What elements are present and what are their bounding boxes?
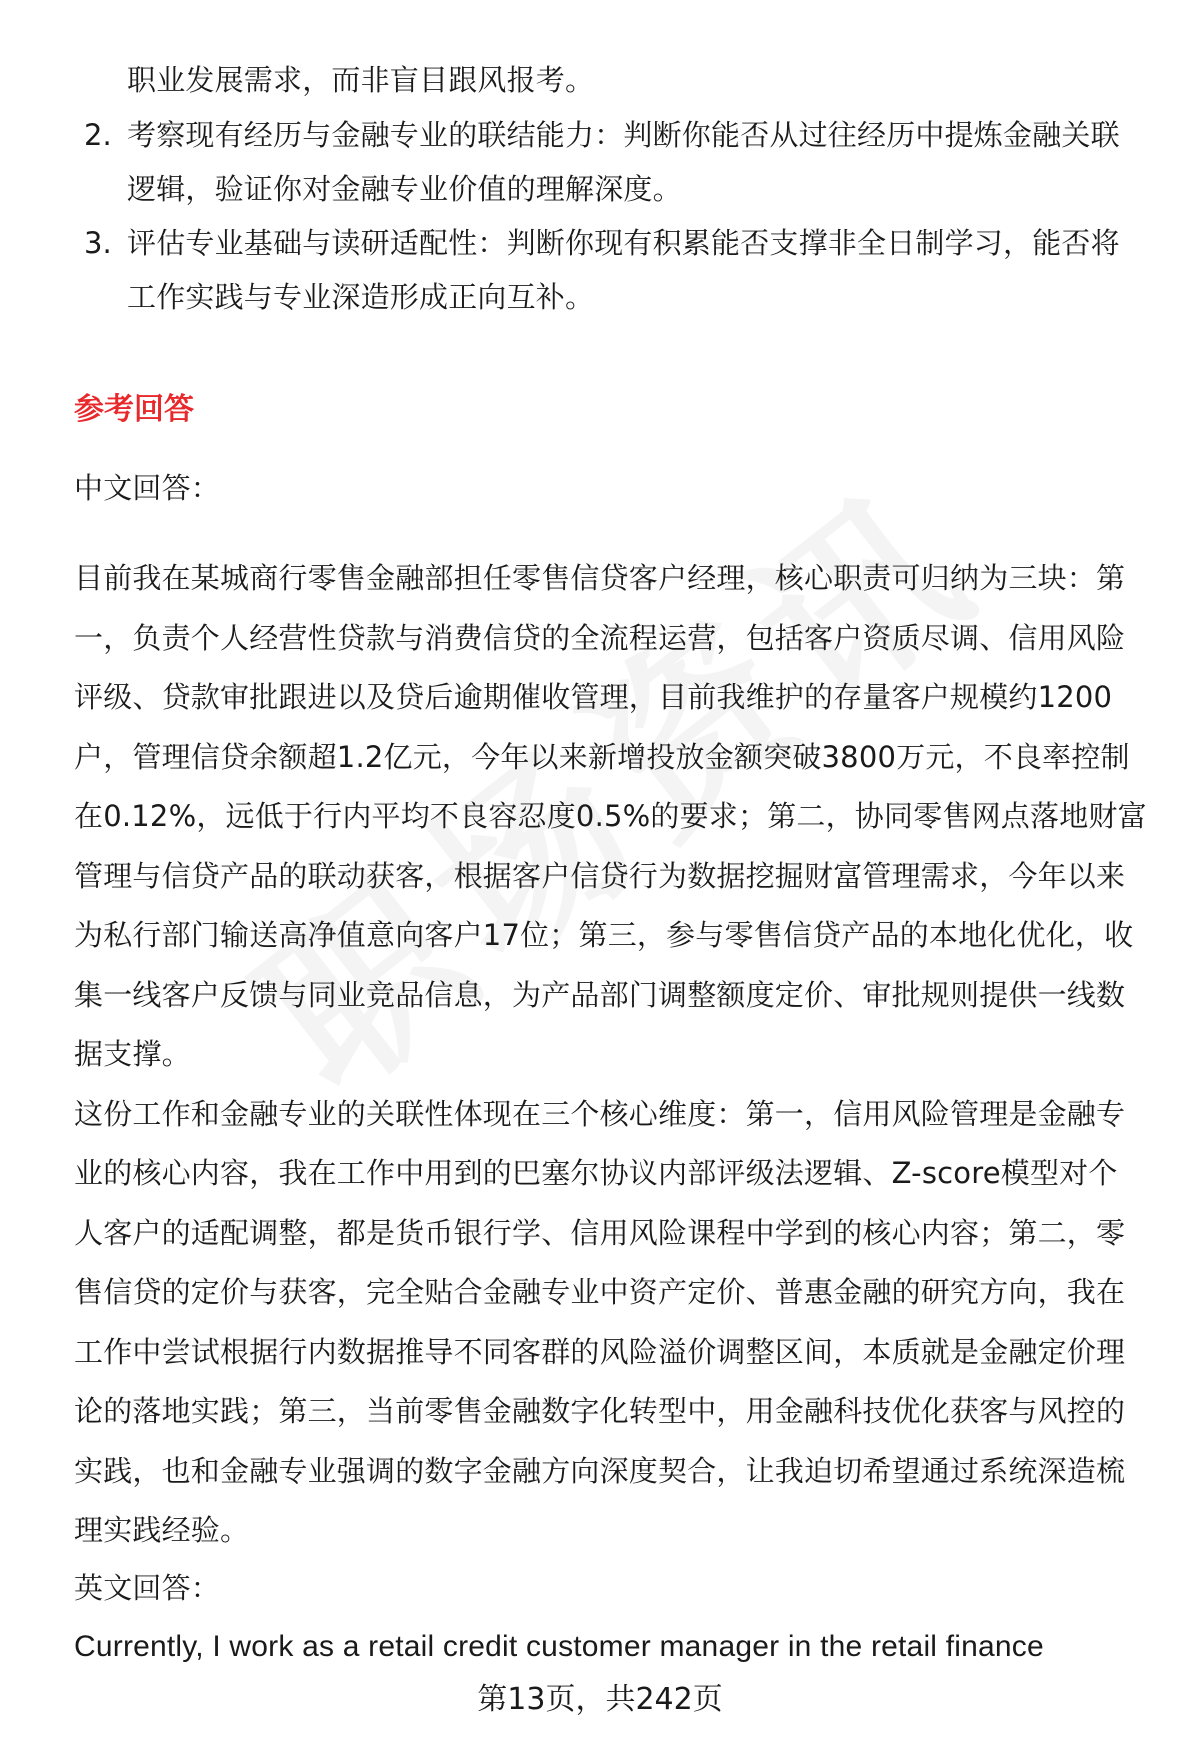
english-answer-text: Currently, I work as a retail credit customer manager in the retail finance — [74, 1630, 1044, 1663]
paragraph-line: 理实践经验。 — [74, 1513, 250, 1547]
paragraph-line: 据支撑。 — [74, 1037, 191, 1071]
list-item-text: 工作实践与专业深造形成正向互补。 — [127, 280, 595, 314]
paragraph-line: 业的核心内容，我在工作中用到的巴塞尔协议内部评级法逻辑、Z-score模型对个 — [74, 1156, 1118, 1190]
intro-continuation: 职业发展需求，而非盲目跟风报考。 — [127, 63, 595, 97]
paragraph-line: 人客户的适配调整，都是货币银行学、信用风险课程中学到的核心内容；第二，零 — [74, 1216, 1126, 1250]
paragraph-line: 在0.12%，远低于行内平均不良容忍度0.5%的要求；第二，协同零售网点落地财富 — [74, 799, 1147, 833]
paragraph-line: 实践，也和金融专业强调的数字金融方向深度契合，让我迫切希望通过系统深造梳 — [74, 1454, 1126, 1488]
list-item-text: 逻辑，验证你对金融专业价值的理解深度。 — [127, 172, 682, 206]
list-item-text: 评估专业基础与读研适配性：判断你现有积累能否支撑非全日制学习，能否将 — [127, 226, 1120, 260]
paragraph-line: 户，管理信贷余额超1.2亿元，今年以来新增投放金额突破3800万元，不良率控制 — [74, 740, 1130, 774]
chinese-answer-label: 中文回答： — [74, 471, 221, 505]
paragraph-line: 集一线客户反馈与同业竞品信息，为产品部门调整额度定价、审批规则提供一线数 — [74, 978, 1126, 1012]
paragraph-line: 管理与信贷产品的联动获客，根据客户信贷行为数据挖掘财富管理需求，今年以来 — [74, 859, 1126, 893]
paragraph-line: 售信贷的定价与获客，完全贴合金融专业中资产定价、普惠金融的研究方向，我在 — [74, 1275, 1126, 1309]
english-answer-label: 英文回答： — [74, 1571, 221, 1605]
paragraph-line: 为私行部门输送高净值意向客户17位；第三，参与零售信贷产品的本地化优化，收 — [74, 918, 1134, 952]
page-footer: 第13页，共242页 — [477, 1682, 723, 1717]
paragraph-line: 这份工作和金融专业的关联性体现在三个核心维度：第一，信用风险管理是金融专 — [74, 1097, 1126, 1131]
paragraph-line: 工作中尝试根据行内数据推导不同客群的风险溢价调整区间，本质就是金融定价理 — [74, 1335, 1126, 1369]
list-item-number: 3. — [84, 226, 112, 260]
paragraph-line: 目前我在某城商行零售金融部担任零售信贷客户经理，核心职责可归纳为三块：第 — [74, 561, 1126, 595]
list-item-number: 2. — [84, 118, 112, 152]
paragraph-line: 评级、贷款审批跟进以及贷后逾期催收管理，目前我维护的存量客户规模约1200 — [74, 680, 1113, 714]
section-heading: 参考回答 — [74, 392, 194, 427]
list-item-text: 考察现有经历与金融专业的联结能力：判断你能否从过往经历中提炼金融关联 — [127, 118, 1120, 152]
paragraph-line: 论的落地实践；第三，当前零售金融数字化转型中，用金融科技优化获客与风控的 — [74, 1394, 1126, 1428]
paragraph-line: 一，负责个人经营性贷款与消费信贷的全流程运营，包括客户资质尽调、信用风险 — [74, 621, 1126, 655]
